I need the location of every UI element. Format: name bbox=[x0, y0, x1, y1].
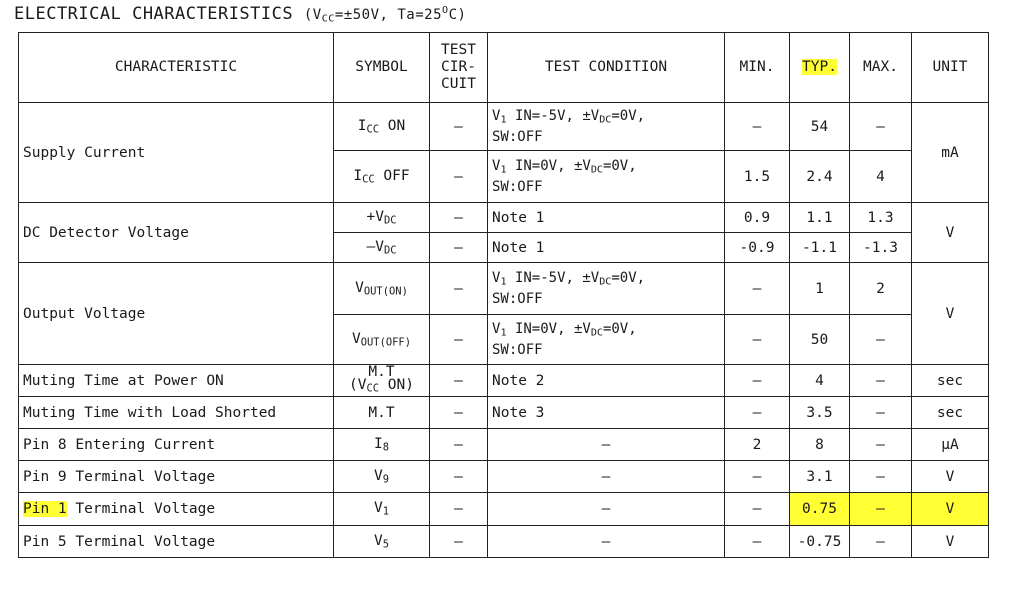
typ-cell: 3.1 bbox=[790, 461, 850, 493]
symbol-cell: $I_{CC}$ OFF bbox=[334, 151, 430, 203]
min-cell: -0.9 bbox=[725, 233, 790, 263]
symbol-cell: $V_1$ bbox=[334, 493, 430, 526]
symbol-cell: $+V_{DC}$ bbox=[334, 203, 430, 233]
header-typ bbox=[790, 33, 850, 103]
table-row bbox=[19, 429, 989, 461]
max-cell: 1.3 bbox=[850, 203, 912, 233]
max-cell: – bbox=[850, 429, 912, 461]
symbol-cell: $I_{CC}$ ON bbox=[334, 103, 430, 151]
characteristic-cell: Pin 5 Terminal Voltage bbox=[19, 526, 334, 558]
header-max: MAX. bbox=[850, 33, 912, 103]
unit-cell: μA bbox=[912, 429, 989, 461]
characteristic-cell: DC Detector Voltage bbox=[19, 203, 334, 263]
condition-cell: $V_1$ IN=0V, $\pm V_{DC}=0V$, SW:OFF bbox=[488, 315, 725, 365]
unit-cell: sec bbox=[912, 397, 989, 429]
max-cell: 4 bbox=[850, 151, 912, 203]
table-row bbox=[19, 461, 989, 493]
condition-cell: Note 3 bbox=[488, 397, 725, 429]
circuit-cell: – bbox=[430, 151, 488, 203]
typ-cell: 1.1 bbox=[790, 203, 850, 233]
typ-cell: -1.1 bbox=[790, 233, 850, 263]
min-cell: – bbox=[725, 365, 790, 397]
unit-cell: V bbox=[912, 526, 989, 558]
min-cell: – bbox=[725, 315, 790, 365]
typ-cell: 2.4 bbox=[790, 151, 850, 203]
unit-cell: sec bbox=[912, 365, 989, 397]
circuit-cell: – bbox=[430, 365, 488, 397]
max-cell: – bbox=[850, 526, 912, 558]
symbol-cell: M.T bbox=[334, 397, 430, 429]
condition-cell: Note 2 bbox=[488, 365, 725, 397]
circuit-cell: – bbox=[430, 315, 488, 365]
title-text: ELECTRICAL CHARACTERISTICS bbox=[14, 4, 294, 24]
unit-cell-highlighted: V bbox=[912, 493, 989, 526]
condition-cell: – bbox=[488, 526, 725, 558]
min-cell: 0.9 bbox=[725, 203, 790, 233]
symbol-cell: $V_{OUT(ON)}$ bbox=[334, 263, 430, 315]
symbol-cell: $V_5$ bbox=[334, 526, 430, 558]
typ-cell-highlighted: 0.75 bbox=[790, 493, 850, 526]
max-cell: – bbox=[850, 397, 912, 429]
min-cell: 1.5 bbox=[725, 151, 790, 203]
min-cell: – bbox=[725, 493, 790, 526]
table-title bbox=[14, 4, 466, 25]
table-row bbox=[19, 203, 989, 233]
symbol-cell: $-V_{DC}$ bbox=[334, 233, 430, 263]
condition-cell: – bbox=[488, 429, 725, 461]
max-cell-highlighted: – bbox=[850, 493, 912, 526]
max-cell: – bbox=[850, 461, 912, 493]
header-test-condition: TEST CONDITION bbox=[488, 33, 725, 103]
circuit-cell: – bbox=[430, 526, 488, 558]
min-cell: – bbox=[725, 397, 790, 429]
condition-cell: $V_1$ IN=-5V, $\pm V_{DC}=0V$, SW:OFF bbox=[488, 263, 725, 315]
circuit-cell: – bbox=[430, 493, 488, 526]
unit-cell: V bbox=[912, 203, 989, 263]
circuit-cell: – bbox=[430, 397, 488, 429]
condition-cell: Note 1 bbox=[488, 233, 725, 263]
typ-cell: 54 bbox=[790, 103, 850, 151]
characteristic-cell: Output Voltage bbox=[19, 263, 334, 365]
characteristic-cell: Muting Time with Load Shorted bbox=[19, 397, 334, 429]
table-row bbox=[19, 263, 989, 315]
table-row bbox=[19, 103, 989, 151]
header-symbol: SYMBOL bbox=[334, 33, 430, 103]
condition-cell: Note 1 bbox=[488, 203, 725, 233]
symbol-cell: $V_{OUT(OFF)}$ bbox=[334, 315, 430, 365]
header-characteristic: CHARACTERISTIC bbox=[19, 33, 334, 103]
table-row bbox=[19, 365, 989, 397]
typ-cell: 4 bbox=[790, 365, 850, 397]
max-cell: 2 bbox=[850, 263, 912, 315]
max-cell: -1.3 bbox=[850, 233, 912, 263]
typ-cell: 8 bbox=[790, 429, 850, 461]
condition-cell: $V_1$ IN=0V, $\pm V_{DC}=0V$, SW:OFF bbox=[488, 151, 725, 203]
characteristic-cell: Muting Time at Power ON bbox=[19, 365, 334, 397]
pin1-highlight: Pin 1 bbox=[23, 501, 67, 517]
condition-cell: – bbox=[488, 461, 725, 493]
title-conditions: ($V_{CC}=\pm 50V$, $Ta=25^OC$) bbox=[303, 4, 467, 25]
header-min: MIN. bbox=[725, 33, 790, 103]
typ-highlight: TYP. bbox=[802, 59, 837, 75]
max-cell: – bbox=[850, 103, 912, 151]
unit-cell: mA bbox=[912, 103, 989, 203]
characteristic-cell: Supply Current bbox=[19, 103, 334, 203]
circuit-cell: – bbox=[430, 461, 488, 493]
condition-cell: $V_1$ IN=-5V, $\pm V_{DC}=0V$, SW:OFF bbox=[488, 103, 725, 151]
min-cell: – bbox=[725, 263, 790, 315]
circuit-cell: – bbox=[430, 263, 488, 315]
circuit-cell: – bbox=[430, 103, 488, 151]
characteristic-cell: Pin 9 Terminal Voltage bbox=[19, 461, 334, 493]
symbol-cell: M.T ($V_{CC}$ ON) bbox=[334, 365, 430, 397]
electrical-characteristics-table bbox=[18, 32, 989, 558]
unit-cell: V bbox=[912, 461, 989, 493]
circuit-cell: – bbox=[430, 429, 488, 461]
max-cell: – bbox=[850, 315, 912, 365]
min-cell: – bbox=[725, 461, 790, 493]
max-cell: – bbox=[850, 365, 912, 397]
min-cell: – bbox=[725, 526, 790, 558]
header-test-circuit: TEST CIR- CUIT bbox=[430, 33, 488, 103]
typ-cell: -0.75 bbox=[790, 526, 850, 558]
typ-cell: 50 bbox=[790, 315, 850, 365]
table-row bbox=[19, 397, 989, 429]
symbol-cell: $I_8$ bbox=[334, 429, 430, 461]
unit-cell: V bbox=[912, 263, 989, 365]
table-row bbox=[19, 493, 989, 526]
typ-cell: 1 bbox=[790, 263, 850, 315]
table-row bbox=[19, 526, 989, 558]
min-cell: – bbox=[725, 103, 790, 151]
characteristic-cell: Pin 8 Entering Current bbox=[19, 429, 334, 461]
header-unit: UNIT bbox=[912, 33, 989, 103]
typ-cell: 3.5 bbox=[790, 397, 850, 429]
condition-cell: – bbox=[488, 493, 725, 526]
circuit-cell: – bbox=[430, 233, 488, 263]
characteristic-cell: Pin 1 Terminal Voltage bbox=[19, 493, 334, 526]
min-cell: 2 bbox=[725, 429, 790, 461]
header-row bbox=[19, 33, 989, 103]
symbol-cell: $V_9$ bbox=[334, 461, 430, 493]
circuit-cell: – bbox=[430, 203, 488, 233]
